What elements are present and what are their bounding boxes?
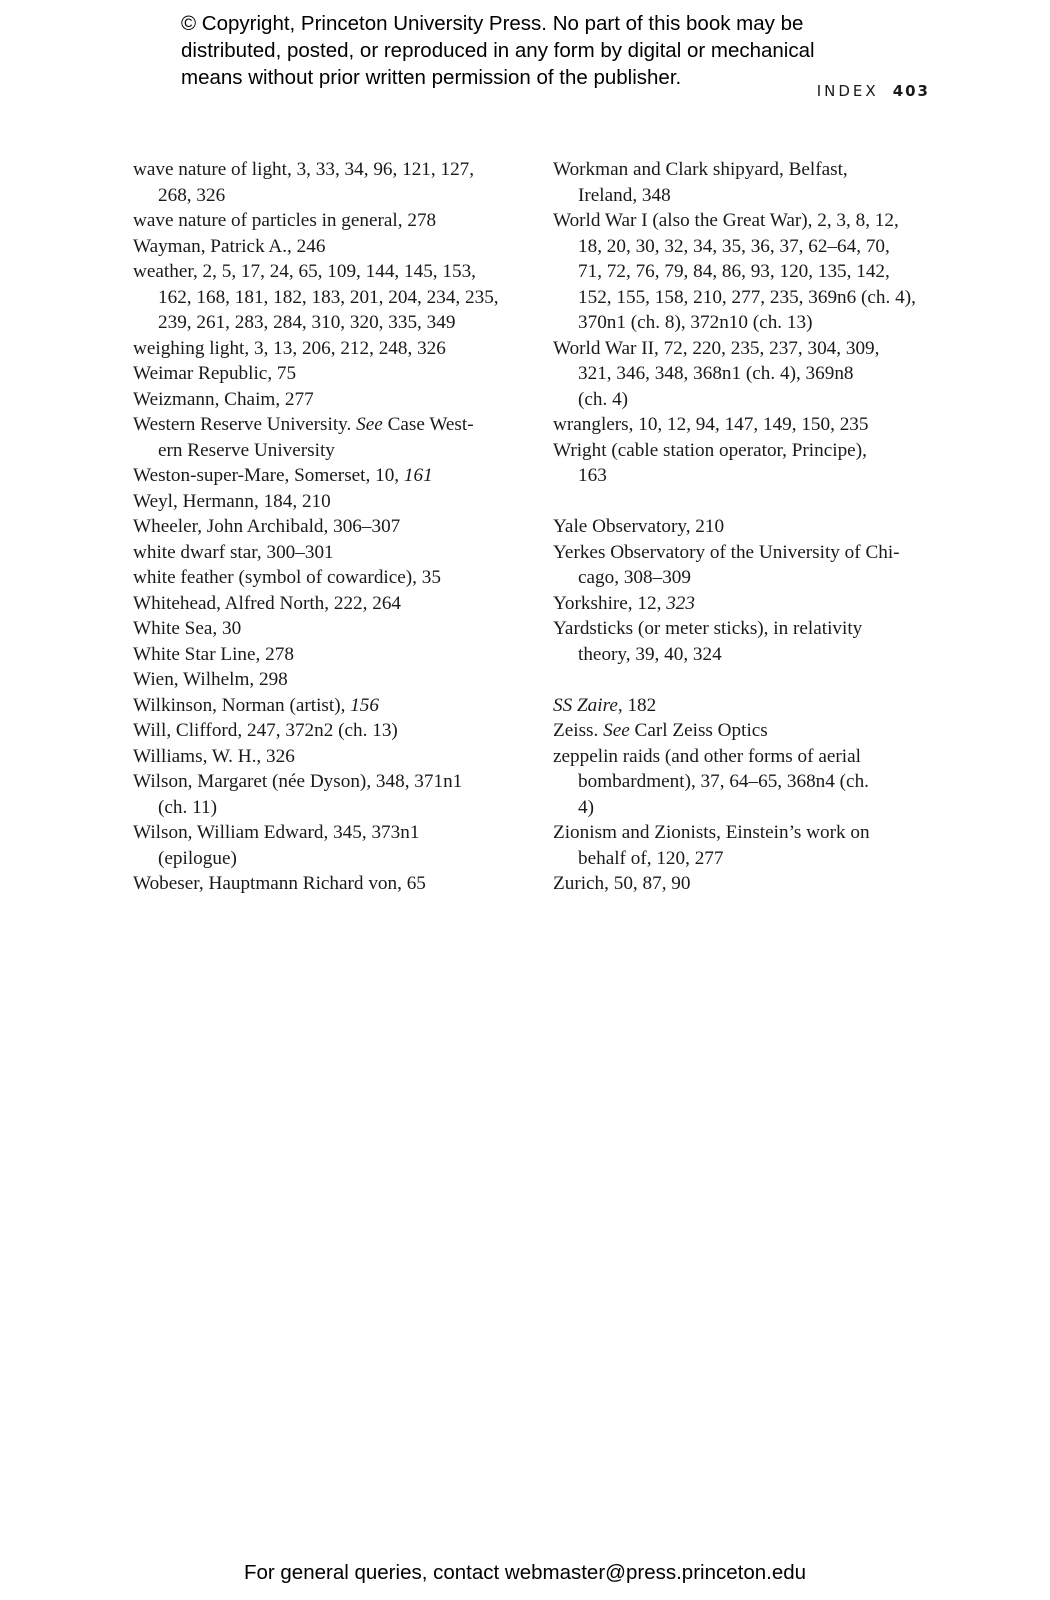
index-entry <box>553 157 938 208</box>
running-head-label: INDEX <box>816 82 879 100</box>
index-entry-line: Weimar Republic, 75 <box>133 363 297 384</box>
index-entry <box>133 336 523 362</box>
index-entry-continuation: 163 <box>578 465 607 486</box>
index-entry-line: Wayman, Patrick A., 246 <box>133 235 326 257</box>
index-entry <box>553 540 938 591</box>
index-entry-continuation: Ireland, 348 <box>578 184 671 206</box>
index-entry-line: Will, Clifford, 247, 372n2 (ch. 13) <box>133 720 398 741</box>
index-entry-continuation: (epilogue) <box>158 847 237 869</box>
index-entry-continuation: bombardment), 37, 64–65, 368n4 (ch. <box>578 771 869 792</box>
index-entry <box>553 718 938 744</box>
index-entry-line: Yale Observatory, 210 <box>553 516 725 537</box>
index-entry-continuation: 18, 20, 30, 32, 34, 35, 36, 37, 62–64, 70, <box>578 235 890 257</box>
index-entry <box>553 693 938 719</box>
index-entry-line: wave nature of particles in general, 278 <box>133 210 437 231</box>
index-entry <box>133 463 523 489</box>
index-entry-continuation: behalf of, 120, 277 <box>578 847 724 869</box>
index-entry-line: Wilkinson, Norman (artist), 156 <box>133 694 379 716</box>
index-entry-continuation: 152, 155, 158, 210, 277, 235, 369n6 (ch. 4), <box>578 286 916 308</box>
index-entry-line: Wilson, William Edward, 345, 373n1 <box>133 822 420 843</box>
index-entry-line: World War II, 72, 220, 235, 237, 304, 309, <box>553 337 880 359</box>
index-entry <box>133 718 523 744</box>
index-entry <box>133 540 523 566</box>
page-number: 403 <box>892 82 930 100</box>
index-entry-line: Workman and Clark shipyard, Belfast, <box>553 159 848 180</box>
index-entry <box>133 259 523 336</box>
index-entry-line: Wilson, Margaret (née Dyson), 348, 371n1 <box>133 771 463 792</box>
index-entry <box>133 412 523 463</box>
index-entry <box>553 744 938 821</box>
index-entry-continuation: 239, 261, 283, 284, 310, 320, 335, 349 <box>158 312 456 333</box>
index-entry <box>553 438 938 489</box>
index-entry <box>133 667 523 693</box>
index-entry <box>553 616 938 667</box>
index-entry <box>553 871 938 897</box>
index-entry <box>133 514 523 540</box>
index-entry-line: wranglers, 10, 12, 94, 147, 149, 150, 235 <box>553 414 869 435</box>
index-entry-line: Zurich, 50, 87, 90 <box>553 873 691 894</box>
index-entry-line: weighing light, 3, 13, 206, 212, 248, 326 <box>133 337 446 359</box>
index-entry-continuation: theory, 39, 40, 324 <box>578 643 722 665</box>
index-entry <box>133 234 523 260</box>
index-entry-line: Wright (cable station operator, Principe), <box>553 439 867 461</box>
index-entry-line: World War I (also the Great War), 2, 3, 8, 12, <box>553 210 899 231</box>
index-entry-line: Whitehead, Alfred North, 222, 264 <box>133 592 402 614</box>
index-entry-line: Wobeser, Hauptmann Richard von, 65 <box>133 873 426 894</box>
index-entry <box>133 489 523 515</box>
index-entry-line: Yardsticks (or meter sticks), in relativity <box>553 618 863 639</box>
running-head <box>817 82 930 100</box>
index-entry <box>133 871 523 897</box>
index-entry-continuation: (ch. 4) <box>578 388 629 410</box>
index-entry-line: weather, 2, 5, 17, 24, 65, 109, 144, 145, 153, <box>133 261 476 282</box>
copyright-notice: © Copyright, Princeton University Press. No part of this book may be distributed, posted, or reproduced in any form by digital or mechanical means without prior written permission of the publisher. <box>181 12 815 89</box>
index-entry <box>553 412 938 438</box>
index-entry-line: zeppelin raids (and other forms of aerial <box>553 745 861 767</box>
index-entry-line: Weston-super-Mare, Somerset, 10, 161 <box>133 465 433 486</box>
index-entry <box>553 336 938 413</box>
index-entry <box>133 361 523 387</box>
index-entry-line: Wien, Wilhelm, 298 <box>133 669 288 690</box>
index-entry-continuation: 370n1 (ch. 8), 372n10 (ch. 13) <box>578 312 813 333</box>
index-entry <box>133 387 523 413</box>
index-entry <box>133 769 523 820</box>
index-entry-line: white feather (symbol of cowardice), 35 <box>133 567 441 588</box>
index-entry-continuation: 162, 168, 181, 182, 183, 201, 204, 234, 235, <box>158 286 499 308</box>
index-entry <box>553 591 938 617</box>
index-entry <box>553 208 938 336</box>
index-entry-line: Zionism and Zionists, Einstein’s work on <box>553 822 870 843</box>
index-entry <box>553 514 938 540</box>
index-entry <box>133 208 523 234</box>
index-entry-continuation: cago, 308–309 <box>578 567 691 588</box>
index-entry-continuation: ern Reserve University <box>158 439 335 461</box>
index-entry-line: Yorkshire, 12, 323 <box>553 592 695 614</box>
index-entry-line: Zeiss. See Carl Zeiss Optics <box>553 720 768 741</box>
index-entry-line: Weyl, Hermann, 184, 210 <box>133 490 331 512</box>
index-column-left <box>133 157 523 897</box>
footer-contact: For general queries, contact webmaster@press.princeton.edu <box>243 1561 807 1584</box>
index-entry-continuation: (ch. 11) <box>158 796 217 818</box>
index-entry-continuation: 71, 72, 76, 79, 84, 86, 93, 120, 135, 142, <box>578 261 890 282</box>
index-entry-continuation: 268, 326 <box>158 184 226 206</box>
index-entry-continuation: 321, 346, 348, 368n1 (ch. 4), 369n8 <box>578 363 854 384</box>
index-entry-line: Wheeler, John Archibald, 306–307 <box>133 516 401 537</box>
index-entry <box>133 157 523 208</box>
index-entry <box>553 820 938 871</box>
index-entry <box>133 820 523 871</box>
index-entry-line: Yerkes Observatory of the University of Chi- <box>553 541 900 563</box>
index-entry <box>133 693 523 719</box>
index-entry-line: White Sea, 30 <box>133 618 242 639</box>
index-column-right <box>553 157 938 897</box>
index-entry-line: White Star Line, 278 <box>133 643 294 665</box>
index-entry-line: SS Zaire, 182 <box>553 694 657 716</box>
index-entry-line: Western Reserve University. See Case West- <box>133 414 474 435</box>
index-entry <box>133 591 523 617</box>
index-entry <box>133 616 523 642</box>
index-entry <box>133 642 523 668</box>
index-entry-line: Weizmann, Chaim, 277 <box>133 388 314 410</box>
index-entry <box>133 565 523 591</box>
index-entry-continuation: 4) <box>578 796 594 818</box>
index-entry-line: Williams, W. H., 326 <box>133 745 295 767</box>
index-entry-line: white dwarf star, 300–301 <box>133 541 334 563</box>
index-entry <box>133 744 523 770</box>
index-entry-line: wave nature of light, 3, 33, 34, 96, 121, 127, <box>133 159 475 180</box>
